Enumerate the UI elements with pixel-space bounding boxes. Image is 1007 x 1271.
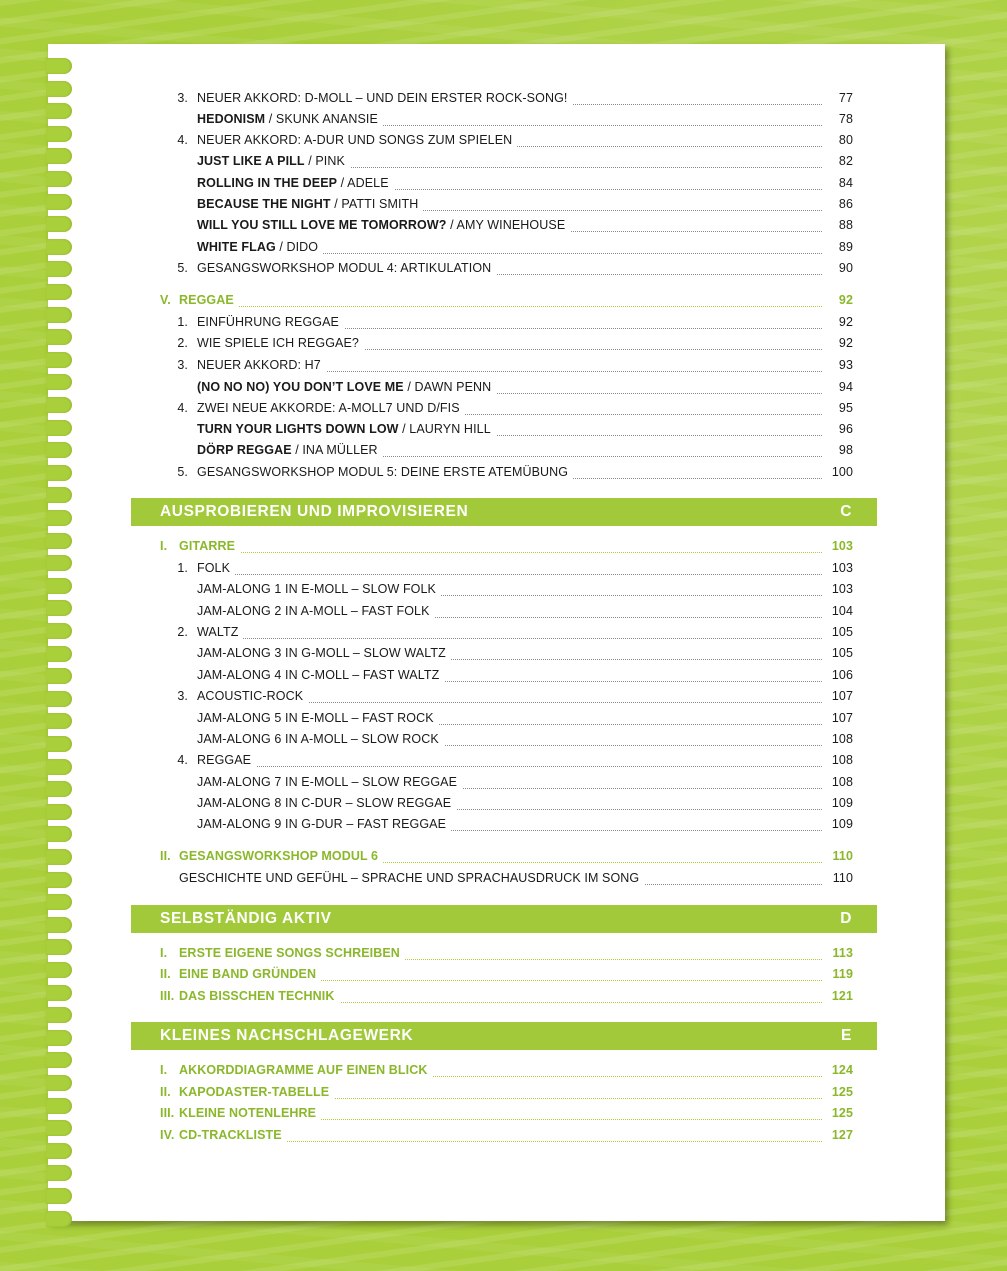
entry-number: 4. [177, 753, 188, 767]
toc-entry-row[interactable] [0, 582, 1007, 602]
entry-title: GITARRE [179, 539, 240, 553]
entry-title: JAM-ALONG 1 IN E-MOLL – SLOW FOLK [197, 582, 441, 596]
entry-title: CD-TRACKLISTE [179, 1128, 287, 1142]
entry-title: GESANGSWORKSHOP MODUL 5: DEINE ERSTE ATEMÜBUNG [197, 465, 573, 479]
entry-number: 2. [177, 625, 188, 639]
entry-title: GESANGSWORKSHOP MODUL 4: ARTIKULATION [197, 261, 496, 275]
page-number: 103 [823, 582, 853, 596]
page-number: 113 [823, 946, 853, 960]
page-number: 107 [823, 689, 853, 703]
toc-chapter-row[interactable] [0, 849, 1007, 869]
toc-entry-row[interactable] [0, 422, 1007, 442]
page-number: 82 [823, 154, 853, 168]
page-number: 92 [823, 293, 853, 307]
toc-entry-row[interactable] [0, 240, 1007, 260]
entry-title: JAM-ALONG 8 IN C-DUR – SLOW REGGAE [197, 796, 456, 810]
toc-entry-row[interactable] [0, 358, 1007, 378]
toc-entry-row[interactable] [0, 817, 1007, 837]
entry-title [197, 422, 496, 436]
entry-title [197, 218, 570, 232]
song-title: ROLLING IN THE DEEP [197, 176, 338, 190]
song-title: WILL YOU STILL LOVE ME TOMORROW? [197, 218, 447, 232]
section-band-letter: E [841, 1027, 852, 1044]
toc-chapter-row[interactable] [0, 1128, 1007, 1148]
song-artist: / DIDO [275, 240, 319, 254]
page-number: 88 [823, 218, 853, 232]
chapter-number: I. [160, 1063, 168, 1077]
section-band-d [131, 905, 877, 933]
section-band-e [131, 1022, 877, 1050]
song-title: WHITE FLAG [197, 240, 276, 254]
chapter-number: IV. [160, 1128, 175, 1142]
toc-entry-row[interactable] [0, 561, 1007, 581]
toc-entry-row[interactable] [0, 336, 1007, 356]
page-number: 104 [823, 604, 853, 618]
page-number: 110 [823, 871, 853, 885]
page-number: 109 [823, 817, 853, 831]
toc-chapter-row[interactable] [0, 293, 1007, 313]
entry-title [197, 112, 383, 126]
page-number: 105 [823, 625, 853, 639]
page-number: 80 [823, 133, 853, 147]
entry-title: EINE BAND GRÜNDEN [179, 967, 321, 981]
entry-title: JAM-ALONG 6 IN A-MOLL – SLOW ROCK [197, 732, 444, 746]
toc-entry-row[interactable] [0, 732, 1007, 752]
entry-title: JAM-ALONG 5 IN E-MOLL – FAST ROCK [197, 711, 439, 725]
page-number: 125 [823, 1106, 853, 1120]
page-number: 108 [823, 732, 853, 746]
entry-title: JAM-ALONG 3 IN G-MOLL – SLOW WALTZ [197, 646, 451, 660]
dot-leader [187, 293, 826, 307]
page-number: 96 [823, 422, 853, 436]
song-artist: / AMY WINEHOUSE [446, 218, 566, 232]
page-number: 124 [823, 1063, 853, 1077]
entry-title [197, 380, 496, 394]
toc-entry-row[interactable] [0, 668, 1007, 688]
song-artist: / PINK [304, 154, 345, 168]
page-number: 94 [823, 380, 853, 394]
entry-title: ZWEI NEUE AKKORDE: A-MOLL7 UND D/FIS [197, 401, 465, 415]
song-title: BECAUSE THE NIGHT [197, 197, 331, 211]
toc-chapter-row[interactable] [0, 1106, 1007, 1126]
entry-number: 3. [177, 91, 188, 105]
section-band-title: KLEINES NACHSCHLAGEWERK [160, 1027, 414, 1044]
section-band-letter: C [840, 503, 852, 520]
page-number: 119 [823, 967, 853, 981]
toc-entry-row[interactable] [0, 604, 1007, 624]
section-band-letter: D [840, 910, 852, 927]
entry-number: 3. [177, 689, 188, 703]
entry-title [197, 176, 394, 190]
song-artist: / INA MÜLLER [291, 443, 378, 457]
page-number: 93 [823, 358, 853, 372]
entry-title: EINFÜHRUNG REGGAE [197, 315, 344, 329]
entry-number: 4. [177, 401, 188, 415]
page-number: 90 [823, 261, 853, 275]
entry-title: WALTZ [197, 625, 243, 639]
page-number: 108 [823, 753, 853, 767]
dot-leader [205, 561, 826, 575]
entry-number: 2. [177, 336, 188, 350]
toc-chapter-row[interactable] [0, 967, 1007, 987]
toc-entry-row[interactable] [0, 91, 1007, 111]
toc-chapter-row[interactable] [0, 946, 1007, 966]
chapter-number: II. [160, 967, 171, 981]
page-number: 78 [823, 112, 853, 126]
entry-title: JAM-ALONG 4 IN C-MOLL – FAST WALTZ [197, 668, 444, 682]
entry-title: WIE SPIELE ICH REGGAE? [197, 336, 364, 350]
entry-title: AKKORDDIAGRAMME AUF EINEN BLICK [179, 1063, 432, 1077]
toc-entry-row[interactable] [0, 465, 1007, 485]
chapter-number: I. [160, 539, 168, 553]
entry-title: REGGAE [179, 293, 239, 307]
song-title: TURN YOUR LIGHTS DOWN LOW [197, 422, 399, 436]
entry-number: 4. [177, 133, 188, 147]
entry-title: JAM-ALONG 7 IN E-MOLL – SLOW REGGAE [197, 775, 462, 789]
toc-entry-row[interactable] [0, 176, 1007, 196]
page-number: 127 [823, 1128, 853, 1142]
entry-title: REGGAE [197, 753, 256, 767]
chapter-number: III. [160, 1106, 175, 1120]
toc-entry-row[interactable] [0, 133, 1007, 153]
page-number: 77 [823, 91, 853, 105]
chapter-number: I. [160, 946, 168, 960]
song-artist: / PATTI SMITH [330, 197, 419, 211]
entry-title: GESCHICHTE UND GEFÜHL – SPRACHE UND SPRACHAUSDRUCK IM SONG [179, 871, 644, 885]
toc-entry-row[interactable] [0, 711, 1007, 731]
entry-title: ERSTE EIGENE SONGS SCHREIBEN [179, 946, 405, 960]
dot-leader [205, 625, 826, 639]
entry-title: KLEINE NOTENLEHRE [179, 1106, 321, 1120]
dot-leader [205, 753, 826, 767]
song-title: JUST LIKE A PILL [197, 154, 305, 168]
page-number: 106 [823, 668, 853, 682]
page-number: 105 [823, 646, 853, 660]
song-artist: / DAWN PENN [403, 380, 492, 394]
page-number: 100 [823, 465, 853, 479]
page-number: 92 [823, 315, 853, 329]
toc-entry-row[interactable] [0, 871, 1007, 891]
entry-title: NEUER AKKORD: D-MOLL – UND DEIN ERSTER ROCK-SONG! [197, 91, 572, 105]
entry-title: GESANGSWORKSHOP MODUL 6 [179, 849, 383, 863]
page-number: 89 [823, 240, 853, 254]
chapter-number: III. [160, 989, 175, 1003]
toc-entry-row[interactable] [0, 753, 1007, 773]
entry-number: 5. [177, 465, 188, 479]
page-number: 108 [823, 775, 853, 789]
toc-entry-row[interactable] [0, 112, 1007, 132]
toc-entry-row[interactable] [0, 315, 1007, 335]
entry-title: DAS BISSCHEN TECHNIK [179, 989, 340, 1003]
toc-entry-row[interactable] [0, 218, 1007, 238]
page-number: 107 [823, 711, 853, 725]
toc-entry-row[interactable] [0, 401, 1007, 421]
dot-leader [187, 539, 826, 553]
page-number: 121 [823, 989, 853, 1003]
chapter-number: II. [160, 1085, 171, 1099]
song-artist: / ADELE [337, 176, 389, 190]
section-band-title: AUSPROBIEREN UND IMPROVISIEREN [160, 503, 469, 520]
song-title: DÖRP REGGAE [197, 443, 292, 457]
page-number: 110 [823, 849, 853, 863]
song-artist: / LAURYN HILL [398, 422, 491, 436]
page-number: 109 [823, 796, 853, 810]
entry-number: 1. [177, 561, 188, 575]
toc-chapter-row[interactable] [0, 539, 1007, 559]
toc-entry-row[interactable] [0, 154, 1007, 174]
page-number: 95 [823, 401, 853, 415]
entry-title [197, 197, 423, 211]
section-band-title: SELBSTÄNDIG AKTIV [160, 910, 332, 927]
toc-entry-row[interactable] [0, 646, 1007, 666]
toc-entry-row[interactable] [0, 261, 1007, 281]
song-title: HEDONISM [197, 112, 266, 126]
page-number: 103 [823, 539, 853, 553]
toc-entry-row[interactable] [0, 689, 1007, 709]
page-number: 125 [823, 1085, 853, 1099]
entry-title [197, 154, 350, 168]
page-number: 84 [823, 176, 853, 190]
toc-chapter-row[interactable] [0, 989, 1007, 1009]
toc-entry-row[interactable] [0, 197, 1007, 217]
entry-title: FOLK [197, 561, 235, 575]
page-number: 98 [823, 443, 853, 457]
entry-number: 3. [177, 358, 188, 372]
toc-entry-row[interactable] [0, 775, 1007, 795]
song-title: (NO NO NO) YOU DON’T LOVE ME [197, 380, 404, 394]
page-number: 92 [823, 336, 853, 350]
entry-title: ACOUSTIC-ROCK [197, 689, 308, 703]
entry-number: 1. [177, 315, 188, 329]
entry-number: 5. [177, 261, 188, 275]
entry-title: NEUER AKKORD: A-DUR UND SONGS ZUM SPIELEN [197, 133, 517, 147]
entry-title: NEUER AKKORD: H7 [197, 358, 326, 372]
entry-title: JAM-ALONG 2 IN A-MOLL – FAST FOLK [197, 604, 435, 618]
page-number: 86 [823, 197, 853, 211]
page-number: 103 [823, 561, 853, 575]
toc-entry-row[interactable] [0, 380, 1007, 400]
toc-entry-row[interactable] [0, 796, 1007, 816]
chapter-number: V. [160, 293, 171, 307]
section-band-c [131, 498, 877, 526]
chapter-number: II. [160, 849, 171, 863]
entry-title: JAM-ALONG 9 IN G-DUR – FAST REGGAE [197, 817, 451, 831]
entry-title [197, 443, 383, 457]
toc-chapter-row[interactable] [0, 1085, 1007, 1105]
entry-title: KAPODASTER-TABELLE [179, 1085, 334, 1099]
toc-entry-row[interactable] [0, 443, 1007, 463]
toc-entry-row[interactable] [0, 625, 1007, 645]
song-artist: / SKUNK ANANSIE [265, 112, 378, 126]
toc-chapter-row[interactable] [0, 1063, 1007, 1083]
entry-title [197, 240, 323, 254]
